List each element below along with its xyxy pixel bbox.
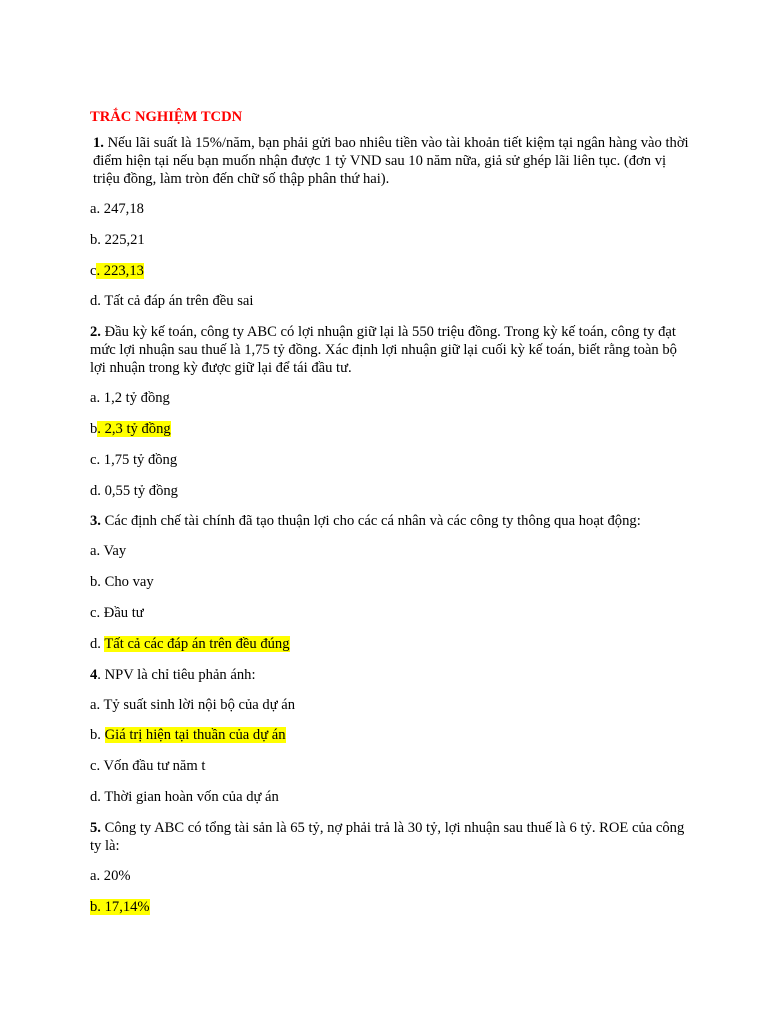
q4-option-c: c. Vốn đầu tư năm t <box>90 758 206 775</box>
q2-option-a: a. 1,2 tỷ đồng <box>90 390 170 407</box>
q1-option-a: a. 247,18 <box>90 201 144 217</box>
q3-option-d <box>90 635 690 653</box>
question-1 <box>90 134 690 188</box>
question-text: Nếu lãi suất là 15%/năm, bạn phải gửi bao nhiêu tiền vào tài khoản tiết kiệm tại ngân hàng vào thời điểm hiện tại nếu bạn muốn nhận được 1 tỷ VND sau 10 năm nữa, giả sử ghép lãi liên tục. (đơn vị triệu đồng, làm tròn đến chữ số thập phân thứ hai). <box>93 135 689 187</box>
q4-option-b <box>90 726 690 744</box>
option-prefix: b. <box>90 727 105 744</box>
q5-option-b <box>90 898 690 916</box>
highlighted-answer: Tất cả các đáp án trên đều đúng <box>104 635 290 652</box>
q1-option-c <box>90 262 690 280</box>
highlighted-answer: . 2,3 tỷ đồng <box>97 420 171 437</box>
option-prefix: d. <box>90 635 105 652</box>
highlighted-answer: b. 17,14% <box>90 898 150 915</box>
q3-option-b: b. Cho vay <box>90 574 154 591</box>
question-3 <box>90 512 690 530</box>
question-text: Đầu kỳ kế toán, công ty ABC có lợi nhuận giữ lại là 550 triệu đồng. Trong kỳ kế toán, công ty đạt mức lợi nhuận sau thuế là 1,75 tỷ đồng. Xác định lợi nhuận giữ lại cuối kỳ kế toán, biết rằng toàn bộ lợi nhuận trong kỳ được giữ lại để tái đầu tư. <box>90 324 677 377</box>
q3-option-c: c. Đầu tư <box>90 604 144 621</box>
q2-option-c: c. 1,75 tỷ đồng <box>90 451 178 468</box>
question-number: 1. <box>93 135 104 151</box>
question-text: Công ty ABC có tổng tài sản là 65 tỷ, nợ phải trả là 30 tỷ, lợi nhuận sau thuế là 6 tỷ. ROE của công ty là: <box>90 819 685 854</box>
q5-option-a: a. 20% <box>90 867 131 884</box>
q4-option-a: a. Tỷ suất sinh lời nội bộ của dự án <box>90 696 296 713</box>
document-page <box>90 108 690 928</box>
option-prefix: b <box>90 420 98 437</box>
q3-option-a: a. Vay <box>90 543 127 560</box>
document-title: TRẮC NGHIỆM TCDN <box>90 109 243 125</box>
q2-option-b <box>90 420 690 438</box>
question-5 <box>90 819 690 855</box>
question-number: 5. <box>90 819 101 836</box>
q1-option-b: b. 225,21 <box>90 231 145 248</box>
q1-option-d: d. Tất cả đáp án trên đều sai <box>90 293 254 310</box>
question-4 <box>90 666 690 684</box>
question-number: 3. <box>90 513 101 530</box>
highlighted-answer: Giá trị hiện tại thuần của dự án <box>104 727 286 744</box>
question-2 <box>90 323 690 377</box>
question-number: 2. <box>90 324 101 341</box>
question-text: Các định chế tài chính đã tạo thuận lợi cho các cá nhân và các công ty thông qua hoạt động: <box>100 513 641 530</box>
question-number: 4 <box>90 666 98 683</box>
highlighted-answer: . 223,13 <box>96 262 144 279</box>
q4-option-d: d. Thời gian hoàn vốn của dự án <box>90 788 279 805</box>
question-text: . NPV là chỉ tiêu phản ánh: <box>97 666 256 683</box>
option-prefix: c <box>90 262 97 279</box>
q2-option-d: d. 0,55 tỷ đồng <box>90 482 178 499</box>
